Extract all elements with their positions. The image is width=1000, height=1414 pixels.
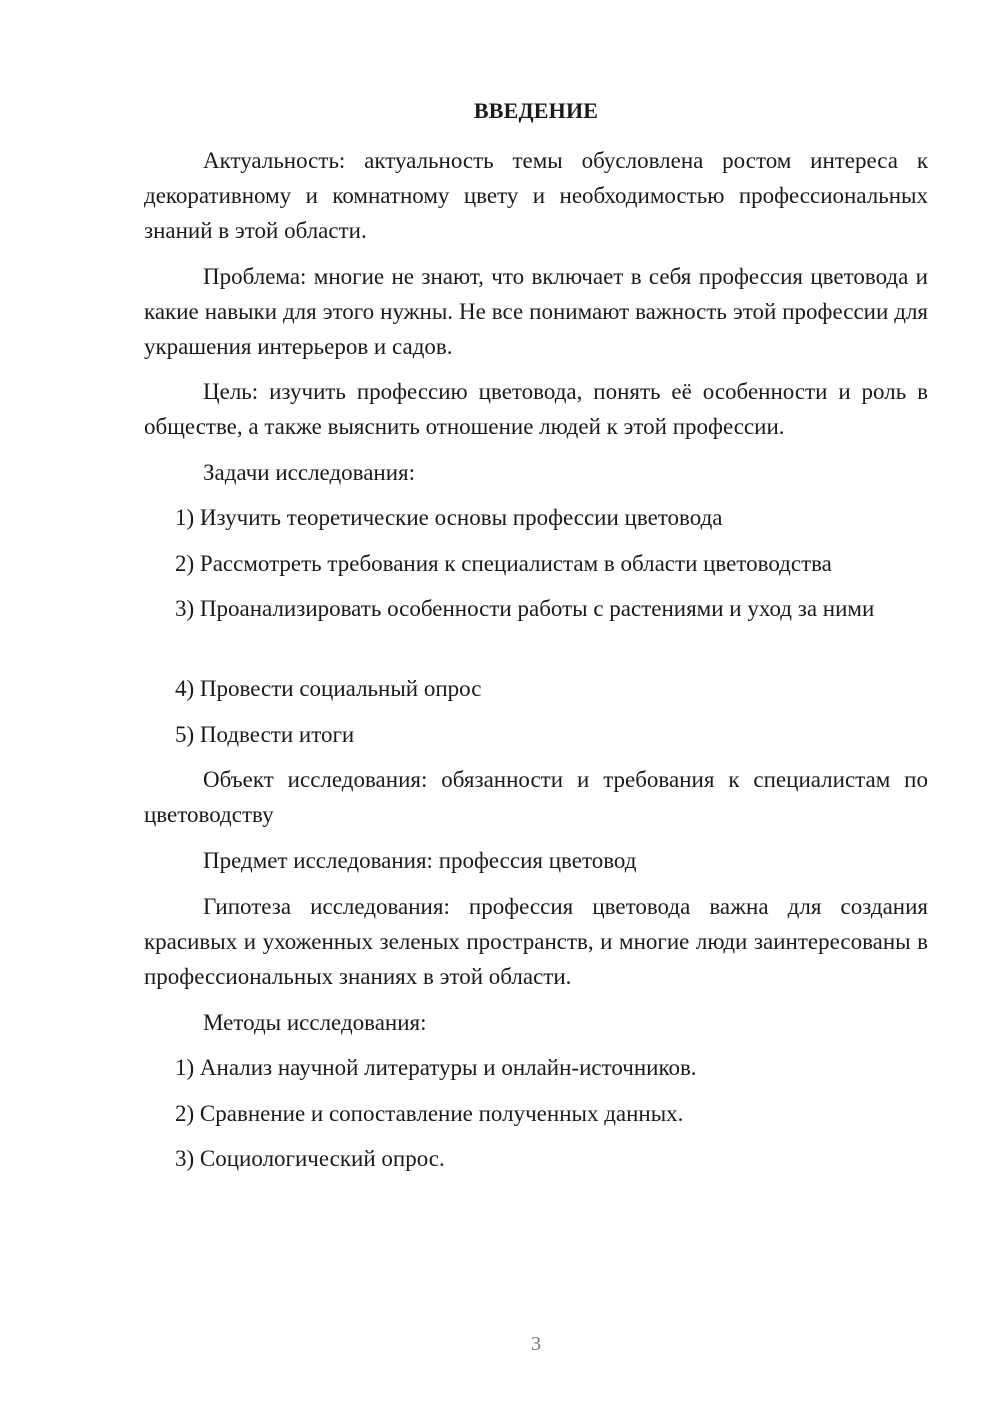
relevance-paragraph: Актуальность: актуальность темы обусловлена ростом интереса к декоративному и комнатному цвету и необходимостью профессиональных знаний в этой области. [144, 148, 928, 243]
subject-paragraph: Предмет исследования: профессия цветовод [203, 848, 637, 873]
method-item-2: 2) Сравнение и сопоставление полученных данных. [175, 1101, 684, 1126]
tasks-title: Задачи исследования: [203, 460, 416, 485]
task-item-2: 2) Рассмотреть требования к специалистам в области цветоводства [175, 551, 832, 576]
task-item-3: 3) Проанализировать особенности работы с растениями и уход за ними [175, 596, 875, 621]
task-item-1: 1) Изучить теоретические основы профессии цветовода [175, 505, 723, 530]
page-number: 3 [531, 1333, 541, 1355]
object-paragraph: Объект исследования: обязанности и требования к специалистам по цветоводству [144, 767, 928, 827]
hypothesis-paragraph: Гипотеза исследования: профессия цветовода важна для создания красивых и ухоженных зеленых пространств, и многие люди заинтересованы в профессиональных знаниях в этой области. [144, 894, 928, 989]
method-item-1: 1) Анализ научной литературы и онлайн-источников. [175, 1055, 697, 1080]
problem-paragraph: Проблема: многие не знают, что включает в себя профессия цветовода и какие навыки для этого нужны. Не все понимают важность этой профессии для украшения интерьеров и садов. [144, 264, 928, 359]
section-heading: ВВЕДЕНИЕ [473, 98, 599, 123]
method-item-3: 3) Социологический опрос. [175, 1146, 445, 1171]
task-item-4: 4) Провести социальный опрос [175, 676, 482, 701]
goal-paragraph: Цель: изучить профессию цветовода, понять её особенности и роль в обществе, а также выяснить отношение людей к этой профессии. [144, 379, 928, 439]
task-item-5: 5) Подвести итоги [175, 722, 355, 747]
methods-title: Методы исследования: [203, 1010, 427, 1035]
